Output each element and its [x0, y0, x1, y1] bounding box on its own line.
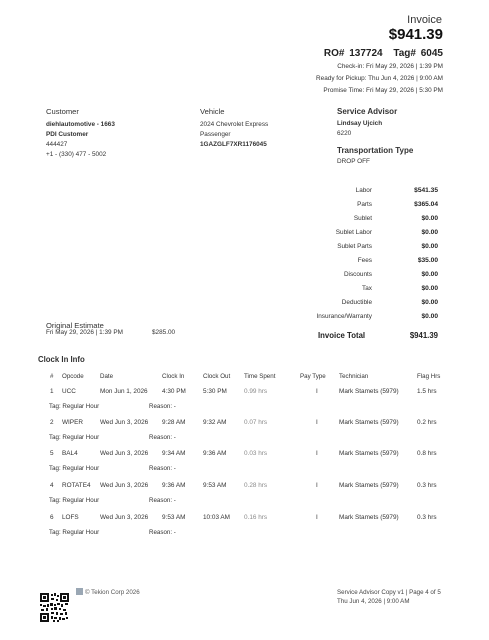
row-time-spent: 0.03 hrs [244, 450, 268, 457]
row-flag-hrs: 1.5 hrs [417, 388, 437, 395]
row-pay-type: I [316, 388, 318, 395]
row-number: 6 [50, 514, 54, 521]
ro-tag-line [322, 48, 443, 59]
row-time-spent: 0.16 hrs [244, 514, 268, 521]
customer-block [46, 107, 115, 160]
totals-label: Sublet Labor [335, 229, 372, 236]
totals-label: Sublet [353, 215, 372, 222]
column-header: Time Spent [244, 373, 276, 380]
customer-name: diehlautomotive - 1663 [46, 121, 115, 128]
row-clock-in: 9:36 AM [162, 482, 186, 489]
row-number: 1 [50, 388, 54, 395]
row-flag-hrs: 0.3 hrs [417, 482, 437, 489]
column-header: Clock Out [203, 373, 231, 380]
row-opcode: UCC [62, 388, 76, 395]
totals-value: $0.00 [421, 215, 438, 222]
totals-label: Sublet Parts [337, 243, 372, 250]
totals-value: $0.00 [421, 229, 438, 236]
totals-label: Discounts [343, 271, 372, 278]
row-time-spent: 0.99 hrs [244, 388, 268, 395]
totals-value: $0.00 [421, 299, 438, 306]
totals-label: Parts [357, 201, 372, 208]
vehicle-block [200, 107, 268, 150]
table-row [0, 482, 489, 508]
row-reason: Reason: - [149, 403, 176, 410]
promise-time: Promise Time: Fri May 29, 2026 | 5:30 PM [323, 87, 443, 94]
column-header: Technician [339, 373, 369, 380]
row-clock-out: 5:30 PM [203, 388, 227, 395]
row-clock-in: 4:30 PM [162, 388, 186, 395]
vehicle-model: 2024 Chevrolet Express [200, 121, 269, 128]
document-type: Invoice [407, 14, 442, 26]
row-clock-in: 9:53 AM [162, 514, 186, 521]
clock-in-title: Clock In Info [38, 355, 85, 364]
totals-value: $0.00 [421, 313, 438, 320]
row-date: Wed Jun 3, 2026 [100, 482, 149, 489]
totals-label: Deductible [341, 299, 372, 306]
row-opcode: LOFS [62, 514, 79, 521]
row-reason: Reason: - [149, 434, 176, 441]
row-reason: Reason: - [149, 465, 176, 472]
row-technician: Mark Stamets (5979) [339, 388, 399, 395]
transport-label: Transportation Type [337, 146, 414, 155]
row-clock-out: 9:36 AM [203, 450, 227, 457]
copyright-text: © Tekion Corp 2026 [85, 589, 140, 596]
row-clock-out: 9:32 AM [203, 419, 227, 426]
row-tag: Tag: Regular Hour [49, 403, 100, 410]
vehicle-subtype: Passenger [200, 131, 231, 138]
row-flag-hrs: 0.8 hrs [417, 450, 437, 457]
totals-value: $35.00 [417, 257, 438, 264]
row-time-spent: 0.07 hrs [244, 419, 268, 426]
totals-value: $541.35 [414, 187, 438, 194]
table-row [0, 419, 489, 445]
time-block [316, 61, 443, 97]
row-date: Wed Jun 3, 2026 [100, 514, 149, 521]
copy-info: Service Advisor Copy v1 | Page 4 of 5 [337, 589, 441, 596]
totals-value: $0.00 [421, 271, 438, 278]
footer-copyright [76, 588, 140, 596]
customer-type: PDI Customer [46, 131, 89, 138]
row-pay-type: I [316, 514, 318, 521]
ready-time: Ready for Pickup: Thu Jun 4, 2026 | 9:00 AM [316, 75, 443, 82]
estimate-amount: $285.00 [152, 329, 176, 336]
vehicle-label: Vehicle [200, 107, 225, 116]
tekion-logo-icon [76, 588, 83, 595]
row-tag: Tag: Regular Hour [49, 497, 100, 504]
row-number: 2 [50, 419, 54, 426]
table-row [0, 450, 489, 476]
column-header: Flag Hrs [417, 373, 441, 380]
row-opcode: ROTATE4 [62, 482, 91, 489]
row-reason: Reason: - [149, 497, 176, 504]
row-number: 4 [50, 482, 54, 489]
tag-number: 6045 [420, 48, 443, 59]
check-in-time: Check-in: Fri May 29, 2026 | 1:39 PM [337, 63, 443, 70]
ro-label: RO# [323, 48, 345, 59]
row-opcode: BAL4 [62, 450, 78, 457]
row-date: Mon Jun 1, 2026 [100, 388, 148, 395]
row-technician: Mark Stamets (5979) [339, 450, 399, 457]
estimate-date: Fri May 29, 2026 | 1:39 PM [46, 329, 123, 336]
customer-id: 444427 [46, 141, 68, 148]
customer-phone: +1 - (330) 477 - 5002 [46, 151, 107, 158]
row-pay-type: I [316, 419, 318, 426]
printed-time: Thu Jun 4, 2026 | 9:00 AM [337, 598, 410, 605]
invoice-total-header: $941.39 [388, 26, 443, 43]
row-flag-hrs: 0.3 hrs [417, 514, 437, 521]
row-clock-in: 9:28 AM [162, 419, 186, 426]
row-time-spent: 0.28 hrs [244, 482, 268, 489]
row-pay-type: I [316, 450, 318, 457]
table-row [0, 514, 489, 540]
totals-label: Insurance/Warranty [316, 313, 372, 320]
column-header: Opcode [62, 373, 84, 380]
row-number: 5 [50, 450, 54, 457]
row-clock-in: 9:34 AM [162, 450, 186, 457]
row-pay-type: I [316, 482, 318, 489]
tag-label: Tag# [393, 48, 416, 59]
column-header: Date [100, 373, 114, 380]
footer-copy-info [337, 588, 441, 606]
row-clock-out: 9:53 AM [203, 482, 227, 489]
totals-value: $365.04 [414, 201, 438, 208]
row-date: Wed Jun 3, 2026 [100, 419, 149, 426]
totals-value: $0.00 [421, 243, 438, 250]
totals-label: Tax [362, 285, 372, 292]
transport-value: DROP OFF [337, 158, 370, 165]
estimate-label: Original Estimate [46, 321, 104, 330]
advisor-label: Service Advisor [337, 107, 398, 116]
advisor-block [337, 107, 413, 167]
row-opcode: WIPER [62, 419, 83, 426]
row-technician: Mark Stamets (5979) [339, 482, 399, 489]
table-row [0, 388, 489, 414]
row-reason: Reason: - [149, 529, 176, 536]
vehicle-vin: 1GAZGLF7XR1176045 [200, 141, 267, 148]
row-technician: Mark Stamets (5979) [339, 419, 399, 426]
qr-code-icon [40, 593, 69, 622]
row-tag: Tag: Regular Hour [49, 529, 100, 536]
column-header: # [50, 373, 54, 380]
column-header: Pay Type [300, 373, 326, 380]
row-clock-out: 10:03 AM [203, 514, 231, 521]
row-flag-hrs: 0.2 hrs [417, 419, 437, 426]
ro-number: 137724 [349, 48, 383, 59]
invoice-total-label: Invoice Total [318, 331, 366, 340]
totals-label: Fees [357, 257, 372, 264]
totals-value: $0.00 [421, 285, 438, 292]
row-date: Wed Jun 3, 2026 [100, 450, 149, 457]
row-tag: Tag: Regular Hour [49, 434, 100, 441]
totals-label: Labor [355, 187, 372, 194]
column-header: Clock In [162, 373, 185, 380]
row-tag: Tag: Regular Hour [49, 465, 100, 472]
advisor-name: Lindsay Ujcich [337, 120, 383, 127]
advisor-id: 6220 [337, 130, 352, 137]
customer-label: Customer [46, 107, 79, 116]
row-technician: Mark Stamets (5979) [339, 514, 399, 521]
invoice-total-value: $941.39 [409, 331, 438, 340]
